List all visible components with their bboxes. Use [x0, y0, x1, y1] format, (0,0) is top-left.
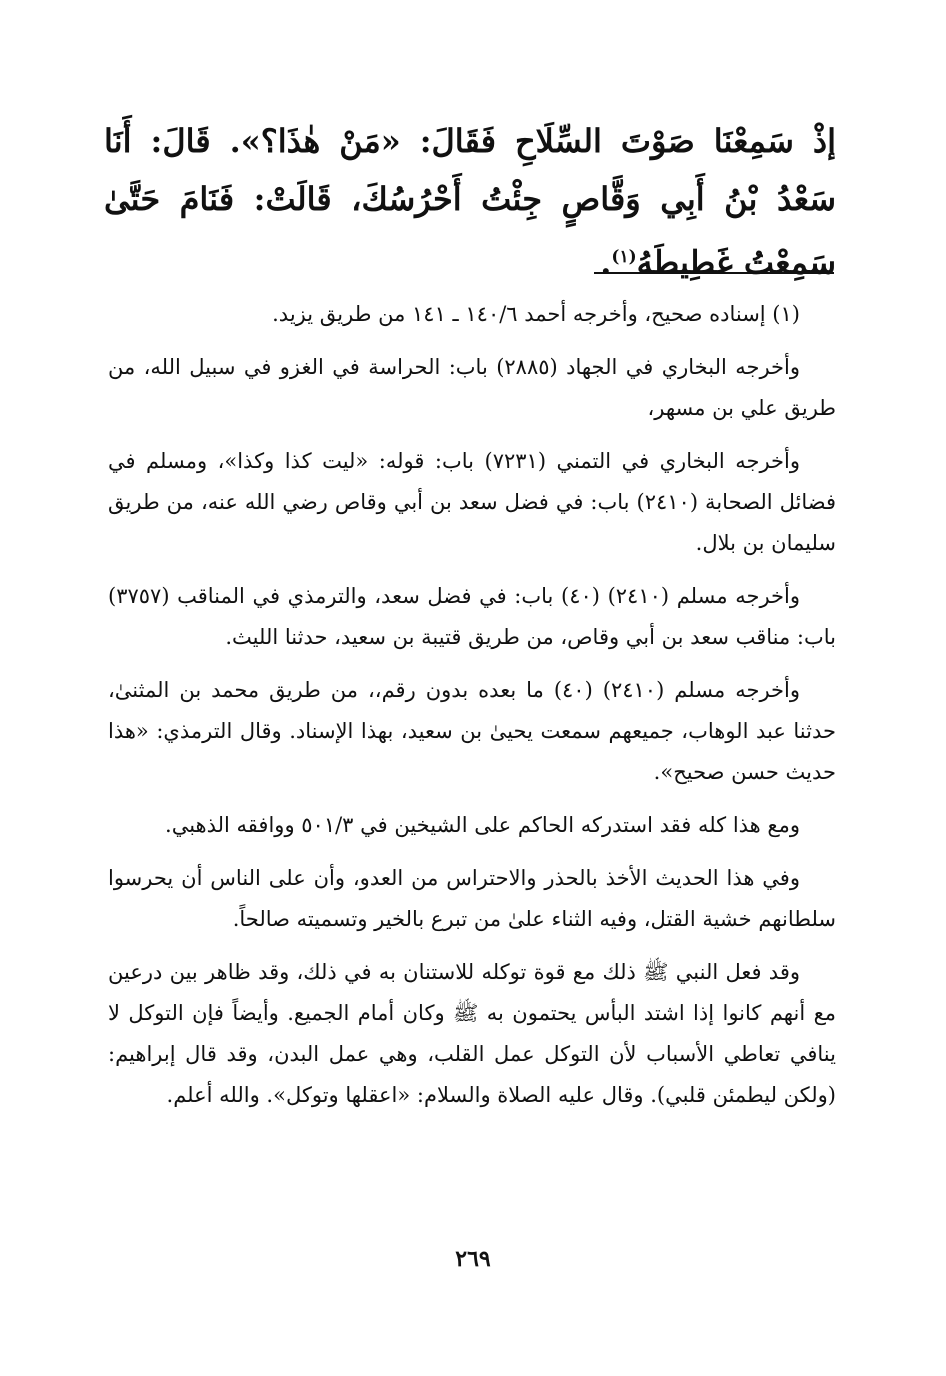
- footnotes: [108, 294, 836, 1128]
- footnote-paragraph-5: وأخرجه مسلم (٢٤١٠) (٤٠) ما بعده بدون رقم،، من طريق محمد بن المثنىٰ، حدثنا عبد الوهاب، جميعهم سمعت يحيىٰ بن سعيد، بهذا الإسناد. وقال الترمذي: «هذا حديث حسن صحيح».: [108, 678, 836, 784]
- page-number: ٢٦٩: [455, 1246, 491, 1272]
- footnote-paragraph-1: (١) إسناده صحيح، وأخرجه أحمد ١٤٠/٦ ـ ١٤١ من طريق يزيد.: [272, 302, 800, 326]
- main-text: [104, 112, 836, 292]
- main-text-body: إذْ سَمِعْنَا صَوْتَ السِّلَاحِ فَقَالَ: «مَنْ هٰذَا؟». قَالَ: أَنَا سَعْدُ بْنُ أَبِي وَقَّاصٍ جِئْتُ أَحْرُسُكَ، قَالَتْ: فَنَامَ حَتَّىٰ سَمِعْتُ غَطِيطَهُ: [104, 122, 836, 282]
- footnote-reference: (١): [611, 247, 637, 267]
- footnote-paragraph-2: وأخرجه البخاري في الجهاد (٢٨٨٥) باب: الحراسة في الغزو في سبيل الله، من طريق علي بن مسهر،: [108, 355, 836, 420]
- main-text-end: .: [600, 243, 612, 282]
- footnote-paragraph-3: وأخرجه البخاري في التمني (٧٢٣١) باب: قوله: «ليت كذا وكذا»، ومسلم في فضائل الصحابة (٢٤١٠) باب: في فضل سعد بن أبي وقاص رضي الله عنه، من طريق سليمان بن بلال.: [108, 449, 836, 555]
- footnote-paragraph-7: وفي هذا الحديث الأخذ بالحذر والاحتراس من العدو، وأن على الناس أن يحرسوا سلطانهم خشية القتل، وفيه الثناء علىٰ من تبرع بالخير وتسميته صالحاً.: [108, 866, 836, 931]
- footnote-paragraph-6: ومع هذا كله فقد استدركه الحاكم على الشيخين في ٥٠١/٣ ووافقه الذهبي.: [165, 813, 800, 837]
- footnote-divider: [594, 272, 834, 274]
- footnote-paragraph-4: وأخرجه مسلم (٢٤١٠) (٤٠) باب: في فضل سعد، والترمذي في المناقب (٣٧٥٧) باب: مناقب سعد بن أبي وقاص، من طريق قتيبة بن سعيد، حدثنا الليث.: [108, 584, 836, 649]
- footnote-paragraph-8: وقد فعل النبي ﷺ ذلك مع قوة توكله للاستنان به في ذلك، وقد ظاهر بين درعين مع أنهم كانوا إذا اشتد البأس يحتمون به ﷺ وكان أمام الجميع. وأيضاً فإن التوكل لا ينافي تعاطي الأسباب لأن التوكل عمل القلب، وهي عمل البدن، وقد قال إبراهيم: (ولكن ليطمئن قلبي). وقال عليه الصلاة والسلام: «اعقلها وتوكل». والله أعلم.: [108, 960, 836, 1107]
